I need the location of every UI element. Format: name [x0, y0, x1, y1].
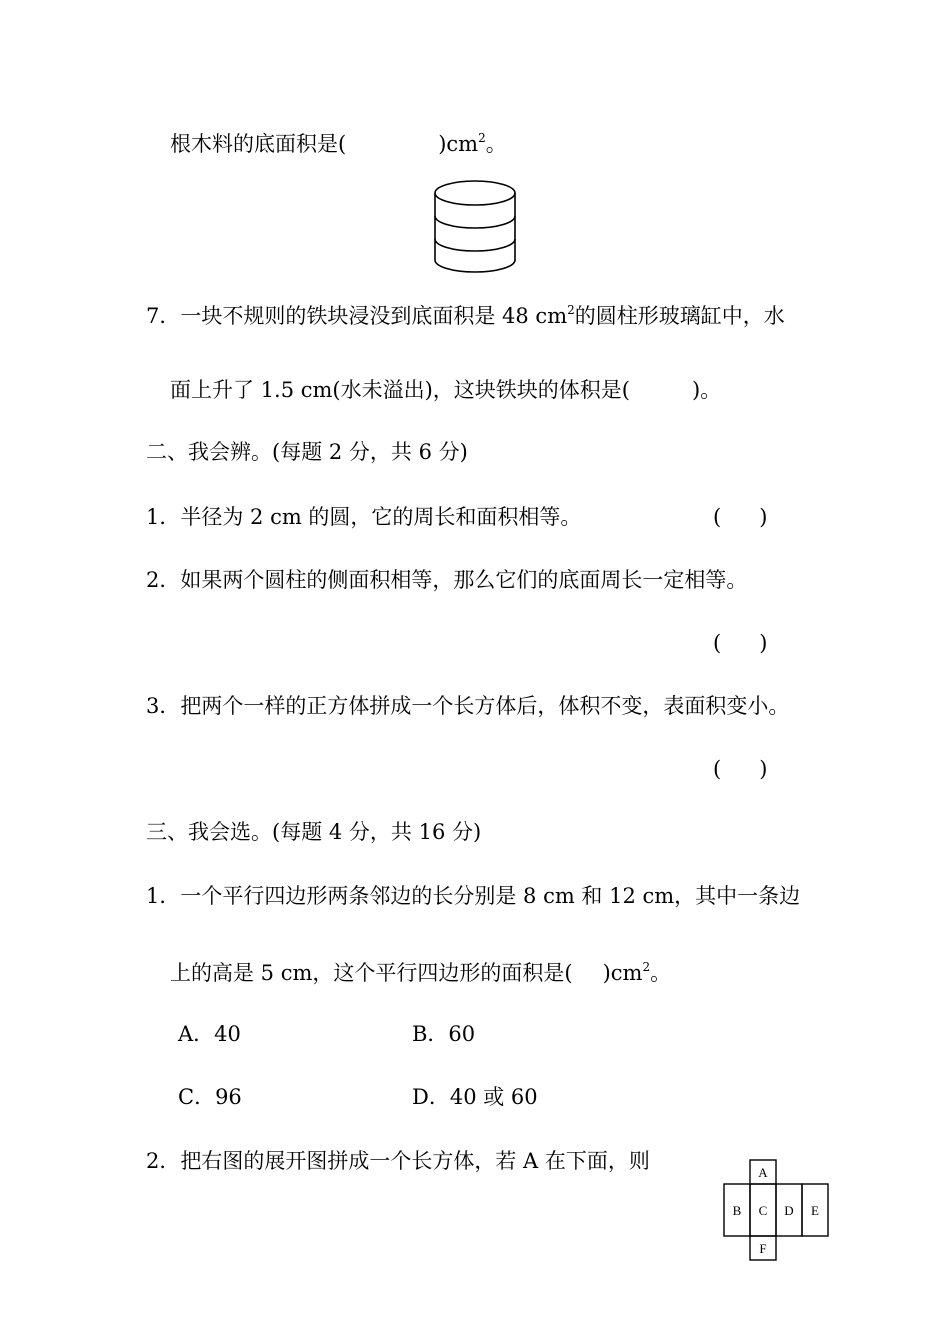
- option-a[interactable]: A．40: [178, 1022, 241, 1046]
- judge-answer-2[interactable]: [713, 633, 767, 654]
- continuation-line: [170, 132, 507, 155]
- q7-line1: [146, 304, 785, 327]
- net-label-f: F: [759, 1241, 767, 1256]
- paren-close: ): [759, 757, 768, 781]
- judge-answer-1[interactable]: [713, 507, 767, 528]
- net-label-c: C: [758, 1203, 768, 1218]
- cylinder-bottom-arc: [435, 260, 515, 272]
- cylinder-cut-1: [435, 216, 515, 228]
- choice-q1-line2: [170, 961, 671, 984]
- option-b[interactable]: B．60: [412, 1022, 476, 1046]
- paren-open: (: [713, 631, 722, 655]
- q7-line2: [170, 380, 721, 401]
- section2-heading: 二、我会辨。(每题 2 分，共 6 分): [146, 440, 468, 464]
- net-label-e: E: [811, 1203, 819, 1218]
- judge-answer-3[interactable]: [713, 759, 767, 780]
- net-label-d: D: [784, 1203, 794, 1218]
- choice-q1-end: 。: [650, 961, 672, 985]
- q7-text-d: )。: [692, 378, 722, 402]
- choice-q1-line1: 1．一个平行四边形两条邻边的长分别是 8 cm 和 12 cm，其中一条边: [146, 884, 801, 908]
- superscript: 2: [567, 303, 575, 317]
- choice-q2-line1: 2．把右图的展开图拼成一个长方体，若 A 在下面，则: [146, 1149, 650, 1173]
- paren-close: ): [759, 505, 768, 529]
- q7-text-b: 的圆柱形玻璃缸中，水: [574, 304, 785, 328]
- option-c[interactable]: C．96: [178, 1085, 242, 1109]
- q7-text-c: 面上升了 1.5 cm(水未溢出)，这块铁块的体积是(: [170, 378, 630, 402]
- stacked-cylinder-figure: [430, 176, 522, 276]
- paren-close: ): [759, 631, 768, 655]
- paren-open: (: [713, 505, 722, 529]
- net-label-a: A: [758, 1165, 768, 1180]
- option-d[interactable]: D．40 或 60: [412, 1085, 538, 1109]
- cylinder-cut-2: [435, 239, 515, 251]
- net-label-b: B: [732, 1203, 742, 1218]
- judge-item-2: 2．如果两个圆柱的侧面积相等，那么它们的底面周长一定相等。: [146, 568, 748, 592]
- paren-open: (: [713, 757, 722, 781]
- box-net-figure: [724, 1160, 830, 1262]
- cylinder-top-ellipse: [435, 181, 515, 205]
- judge-item-3: 3．把两个一样的正方体拼成一个长方体后，体积不变，表面积变小。: [146, 694, 790, 718]
- superscript: 2: [478, 131, 486, 145]
- judge-item-1: 1．半径为 2 cm 的圆，它的周长和面积相等。: [146, 505, 582, 529]
- q7-text-a: 7．一块不规则的铁块浸没到底面积是 48 cm: [146, 304, 568, 328]
- choice-q1-text: 上的高是 5 cm，这个平行四边形的面积是(: [170, 961, 573, 985]
- superscript: 2: [642, 960, 651, 974]
- continuation-text: 根木料的底面积是(: [170, 132, 347, 156]
- choice-q1-unit: )cm: [602, 961, 643, 985]
- continuation-close: )cm: [438, 132, 479, 156]
- section3-heading: 三、我会选。(每题 4 分，共 16 分): [146, 820, 482, 844]
- continuation-end: 。: [485, 132, 507, 156]
